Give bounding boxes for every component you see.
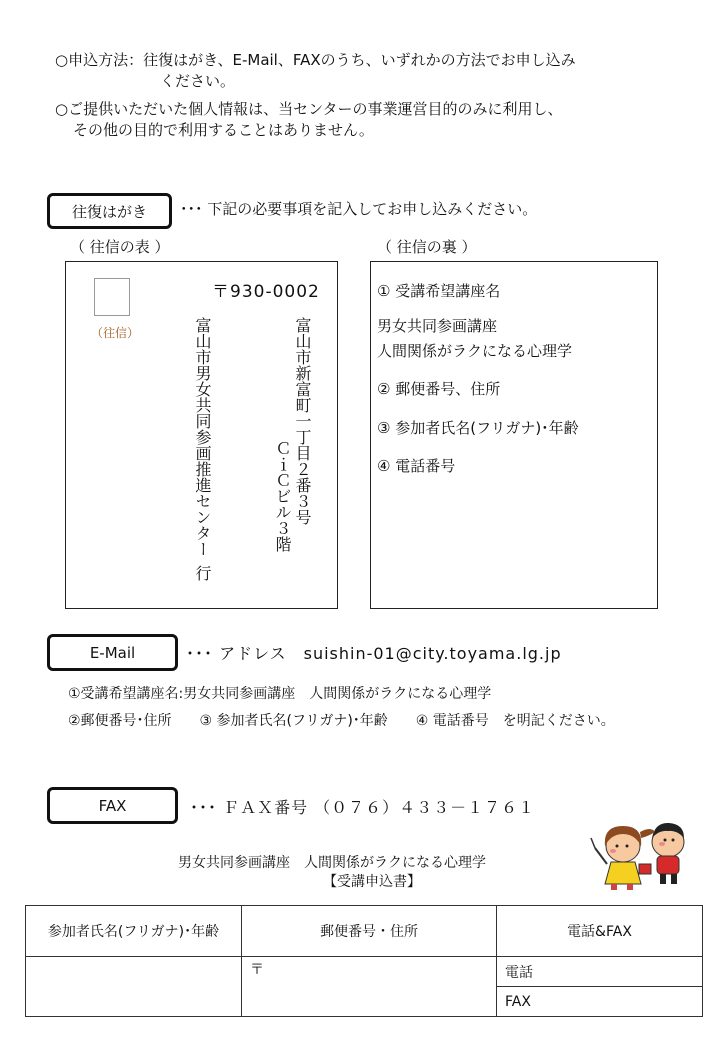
email-instruction-line1: ①受講希望講座名:男女共同参画講座 人間関係がラクになる心理学 [68,686,492,702]
children-illustration [585,812,700,892]
postcard-label-text: 往復はがき [71,202,147,221]
header-name-age: 参加者氏名(フリガナ)･年齢 [26,906,242,957]
header-phone-fax: 電話&FAX [497,906,703,957]
back-item-name-age: ③ 参加者氏名(フリガナ)･年齢 [377,419,579,437]
back-item-phone: ④ 電話番号 [377,457,456,475]
email-instruction-line2: ②郵便番号･住所 ③ 参加者氏名(フリガナ)･年齢 ④ 電話番号 を明記ください。 [68,713,615,729]
privacy-line2: その他の目的で利用することはありません。 [73,121,374,139]
postcard-back-panel [370,261,658,609]
apply-method-line2: ください。 [160,72,236,90]
back-item-course-name1: 男女共同参画講座 [377,317,498,335]
apply-method-line1: ○申込方法：往復はがき、E-Mail、FAXのうち、いずれかの方法でお申し込み [55,51,576,69]
email-label-text: E-Mail [89,643,136,662]
fax-number-line: ･･･ ＦＡＸ番号 （０７６）４３３－１７６１ [190,798,536,817]
address-cell[interactable] [242,957,497,1017]
postcard-instructions: ･･･ 下記の必要事項を記入してお申し込みください。 [180,200,538,218]
form-input-row [26,957,703,987]
back-title: （ 往信の裏 ） [377,238,477,256]
recipient-suffix: 行 [193,565,212,581]
address-line2: ＣｉＣビル３階 [273,440,292,552]
phone-cell[interactable] [497,957,703,987]
name-age-cell[interactable] [26,957,242,1017]
zip-code: 〒930-0002 [212,282,320,302]
form-course-title: 男女共同参画講座 人間関係がラクになる心理学 [178,855,486,871]
fax-section-label [47,787,178,824]
back-item-address: ② 郵便番号、住所 [377,380,501,398]
form-subtitle: 【受講申込書】 [323,874,421,890]
stamp-box [94,278,130,316]
email-section-label [47,634,178,671]
back-item-course: ① 受講希望講座名 [377,282,501,300]
fax-label-text: FAX [98,796,127,815]
front-title: （ 往信の表 ） [70,238,170,256]
privacy-line1: ○ご提供いただいた個人情報は、当センターの事業運営目的のみに利用し、 [55,100,563,118]
stamp-note: （往信） [91,326,140,340]
phone-label: 電話 [505,964,533,981]
zip-mark: 〒 [250,962,264,978]
form-header-row [26,906,703,957]
header-address: 郵便番号・住所 [242,906,497,957]
fax-label: FAX [505,993,531,1010]
postcard-front-panel [65,261,338,609]
application-form-table [25,905,703,1017]
fax-cell[interactable] [497,987,703,1017]
address-line1: 富山市新富町一丁目２番３号 [293,317,312,525]
email-address-line: ･･･ アドレス suishin-01@city.toyama.lg.jp [186,644,562,663]
back-item-course-name2: 人間関係がラクになる心理学 [377,342,573,360]
postcard-section-label [47,193,172,229]
recipient-name: 富山市男女共同参画推進センター [193,317,212,557]
